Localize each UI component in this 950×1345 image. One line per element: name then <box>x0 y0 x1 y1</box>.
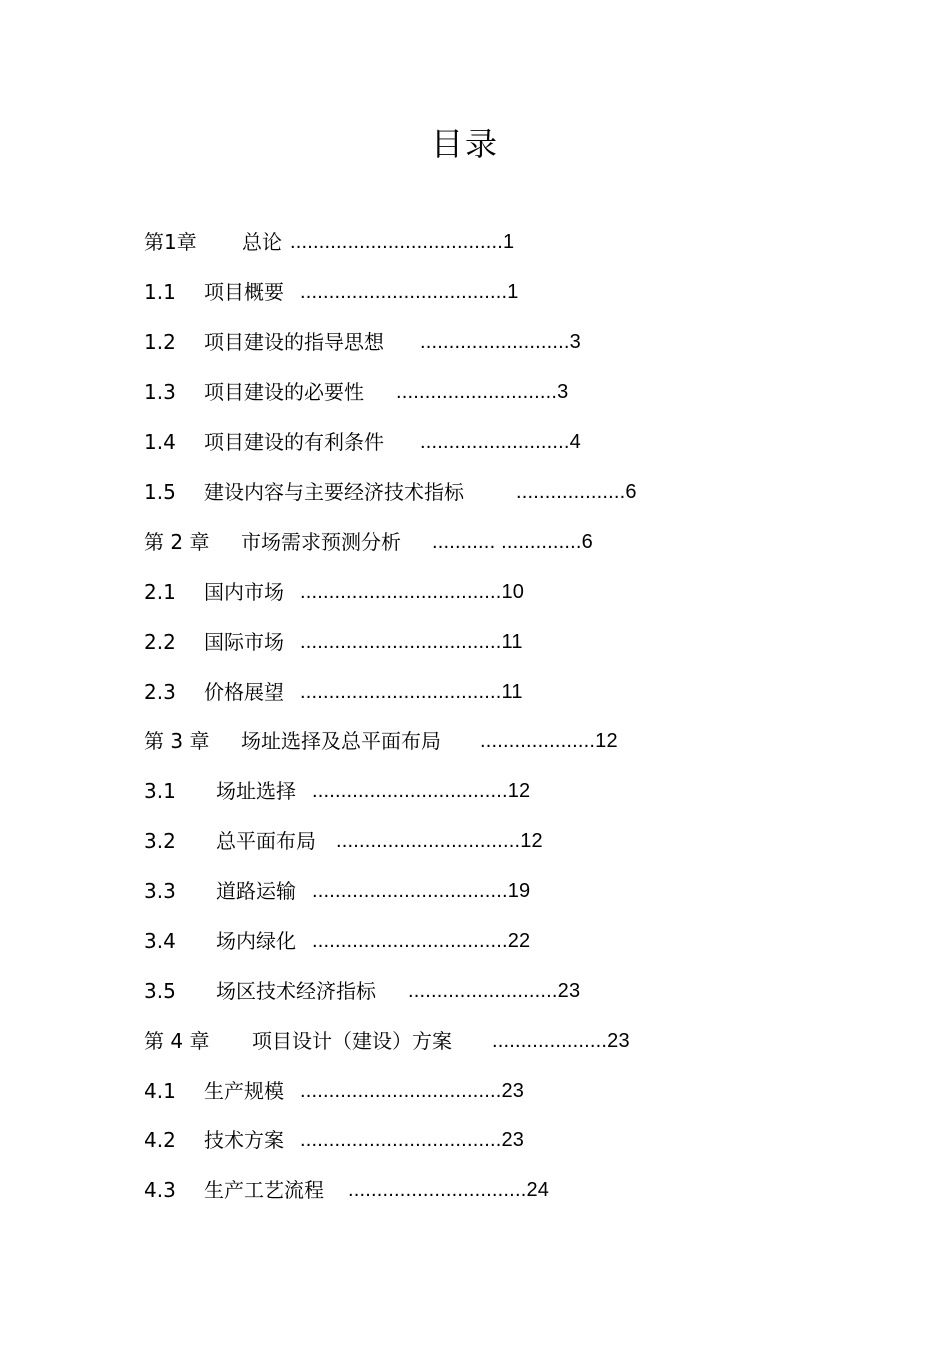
toc-entry-number: 第 3 章 <box>144 729 210 753</box>
toc-entry-number: 2.2 <box>144 630 176 654</box>
toc-entry-leader: ...................................10 <box>300 581 525 603</box>
toc-entry-number: 第 4 章 <box>144 1029 210 1053</box>
page-title: 目录 <box>430 125 499 163</box>
toc-entry-leader: ...................................11 <box>300 631 523 653</box>
toc-entry-title: 价格展望 <box>204 680 284 704</box>
toc-entry-number: 第 2 章 <box>144 530 210 554</box>
toc-entry-title: 项目设计（建设）方案 <box>252 1029 452 1053</box>
toc-entry-leader: ..................................12 <box>312 780 531 802</box>
toc-entry-title: 建设内容与主要经济技术指标 <box>204 480 464 504</box>
toc-entry-title: 总论 <box>242 230 282 254</box>
toc-entry-number: 1.3 <box>144 380 176 404</box>
toc-entry-number: 3.2 <box>144 829 176 853</box>
toc-entry-leader: ...................6 <box>516 481 637 503</box>
toc-entry-number: 第1章 <box>144 230 197 254</box>
toc-entry-number: 3.3 <box>144 879 176 903</box>
toc-entry-title: 生产规模 <box>204 1079 284 1103</box>
toc-entry-title: 项目建设的指导思想 <box>204 330 384 354</box>
toc-entry-number: 3.5 <box>144 979 176 1003</box>
toc-entry-number: 2.3 <box>144 680 176 704</box>
toc-entry-number: 1.4 <box>144 430 176 454</box>
toc-entry-title: 场址选择及总平面布局 <box>241 729 441 753</box>
toc-entry-number: 3.1 <box>144 779 176 803</box>
toc-entry-leader: ..................................22 <box>312 930 531 952</box>
toc-entry-leader: ....................................1 <box>300 281 519 303</box>
toc-entry-title: 项目建设的有利条件 <box>204 430 384 454</box>
toc-entry-leader: ............................3 <box>396 381 569 403</box>
toc-entry-leader: ........... ..............6 <box>432 531 593 553</box>
toc-entry-leader: ..........................4 <box>420 431 581 453</box>
toc-entry-title: 项目建设的必要性 <box>204 380 364 404</box>
toc-entry-number: 4.1 <box>144 1079 176 1103</box>
toc-entry-title: 市场需求预测分析 <box>241 530 401 554</box>
toc-entry-leader: ..........................23 <box>408 980 581 1002</box>
toc-entry-leader: .....................................1 <box>290 231 515 253</box>
toc-entry-number: 1.2 <box>144 330 176 354</box>
toc-entry-title: 总平面布局 <box>216 829 316 853</box>
toc-entry-number: 4.2 <box>144 1128 176 1152</box>
toc-entry-title: 项目概要 <box>204 280 284 304</box>
toc-entry-number: 1.5 <box>144 480 176 504</box>
toc-entry-leader: ..........................3 <box>420 331 581 353</box>
toc-entry-leader: ...................................23 <box>300 1129 525 1151</box>
toc-entry-title: 生产工艺流程 <box>204 1178 324 1202</box>
toc-entry-leader: ....................23 <box>492 1030 630 1052</box>
toc-entry-title: 场址选择 <box>216 779 296 803</box>
toc-entry-number: 1.1 <box>144 280 176 304</box>
toc-entry-leader: ...............................24 <box>348 1179 550 1201</box>
toc-entry-title: 场内绿化 <box>216 929 296 953</box>
toc-entry-number: 3.4 <box>144 929 176 953</box>
toc-entry-title: 道路运输 <box>216 879 296 903</box>
toc-entry-leader: ...................................23 <box>300 1080 525 1102</box>
toc-entry-number: 2.1 <box>144 580 176 604</box>
toc-entry-number: 4.3 <box>144 1178 176 1202</box>
toc-entry-title: 场区技术经济指标 <box>216 979 376 1003</box>
toc-entry-leader: ....................12 <box>480 730 618 752</box>
toc-entry-title: 技术方案 <box>204 1128 284 1152</box>
toc-entry-leader: ...................................11 <box>300 681 523 703</box>
toc-entry-title: 国内市场 <box>204 580 284 604</box>
toc-entry-leader: ................................12 <box>336 830 543 852</box>
toc-entry-title: 国际市场 <box>204 630 284 654</box>
toc-entry-leader: ..................................19 <box>312 880 531 902</box>
